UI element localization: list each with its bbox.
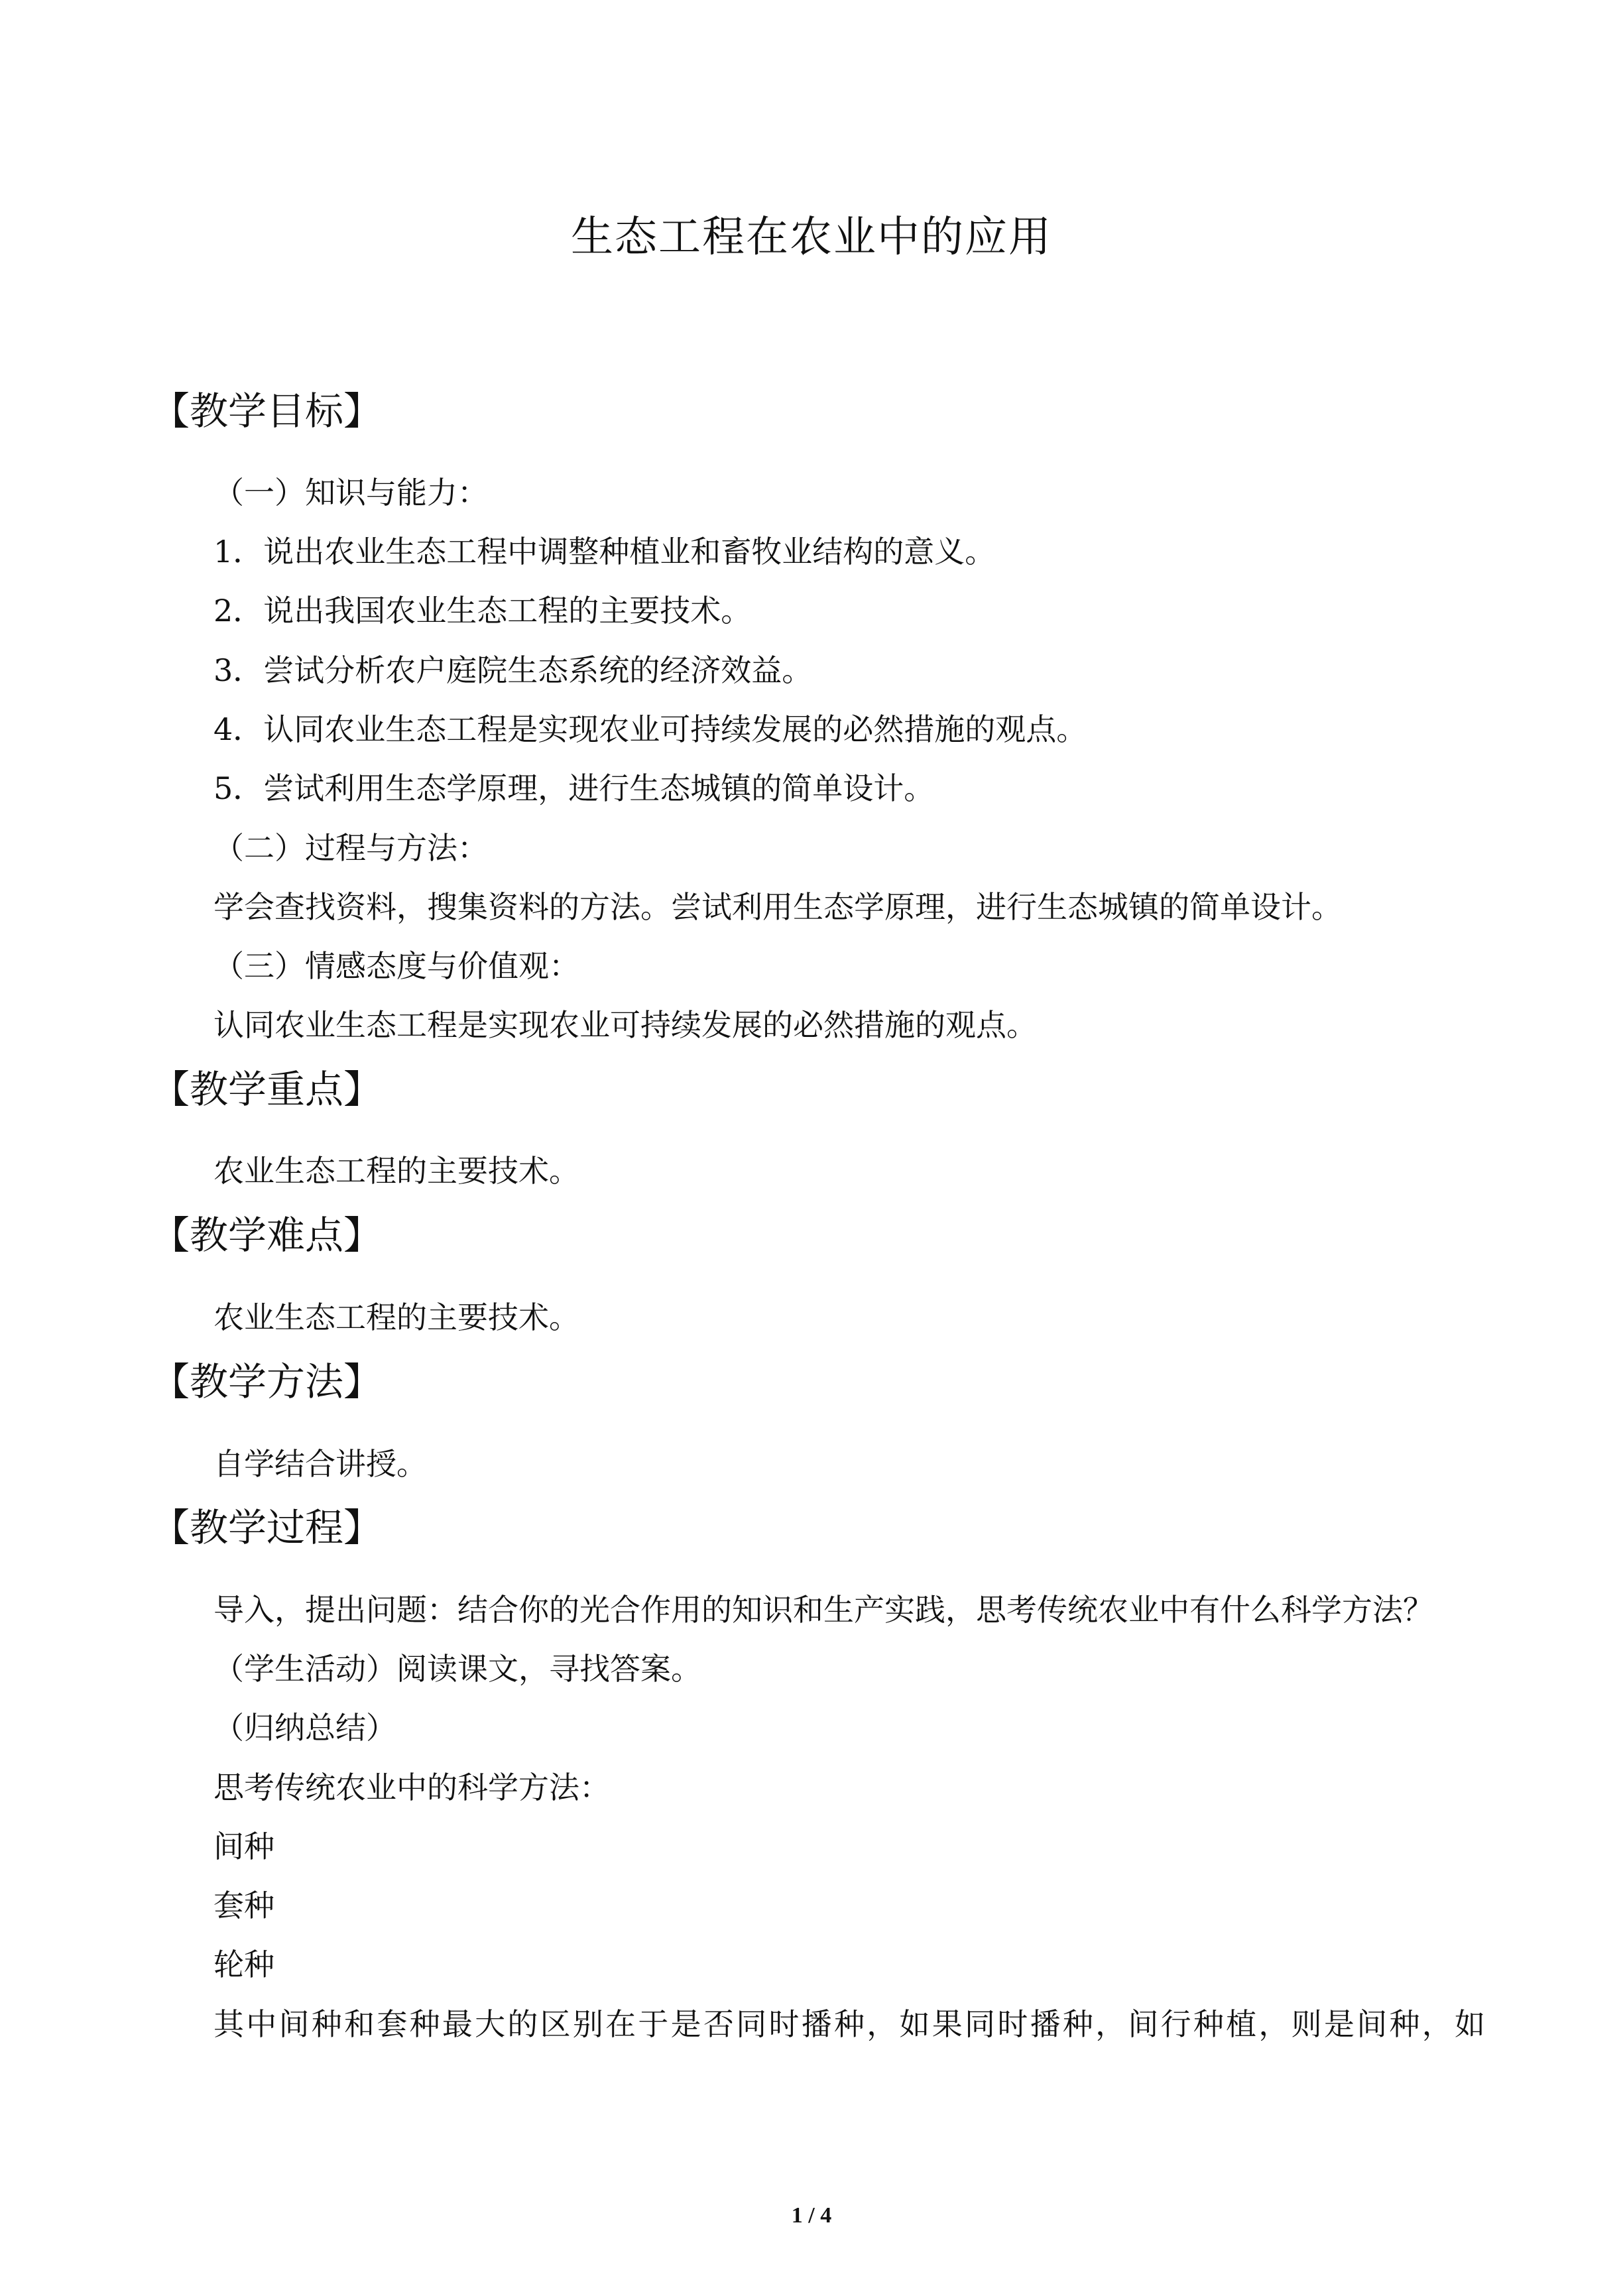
methods-text: 自学结合讲授。 <box>213 1446 427 1482</box>
process-line: 思考传统农业中的科学方法： <box>213 1770 610 1805</box>
section-heading-key-points: 【教学重点】 <box>151 1067 383 1112</box>
process-line: （归纳总结） <box>213 1710 396 1746</box>
process-line: 轮种 <box>213 1947 274 1982</box>
section-heading-difficulties: 【教学难点】 <box>151 1213 383 1258</box>
objective-item: 5．尝试利用生态学原理，进行生态城镇的简单设计。 <box>213 770 935 806</box>
section-heading-process: 【教学过程】 <box>151 1505 383 1550</box>
objective-item: 1．说出农业生态工程中调整种植业和畜牧业结构的意义。 <box>213 534 996 570</box>
section-heading-methods: 【教学方法】 <box>151 1359 383 1404</box>
process-subheading: （二）过程与方法： <box>213 830 488 866</box>
section-heading-objectives: 【教学目标】 <box>151 389 383 434</box>
process-line: 间种 <box>213 1829 274 1864</box>
process-text: 学会查找资料，搜集资料的方法。尝试利用生态学原理，进行生态城镇的简单设计。 <box>213 889 1342 925</box>
process-line: 导入，提出问题：结合你的光合作用的知识和生产实践，思考传统农业中有什么科学方法？ <box>213 1592 1433 1628</box>
knowledge-subheading: （一）知识与能力： <box>213 475 488 511</box>
process-line: （学生活动）阅读课文，寻找答案。 <box>213 1651 701 1687</box>
attitude-text: 认同农业生态工程是实现农业可持续发展的必然措施的观点。 <box>213 1007 1037 1043</box>
page-title: 生态工程在农业中的应用 <box>571 213 1052 262</box>
page-number: 1 / 4 <box>791 2203 832 2228</box>
objective-item: 2．说出我国农业生态工程的主要技术。 <box>213 593 752 629</box>
key-points-text: 农业生态工程的主要技术。 <box>213 1153 579 1189</box>
process-line: 套种 <box>213 1888 274 1923</box>
attitude-subheading: （三）情感态度与价值观： <box>213 948 579 984</box>
process-line: 其中间种和套种最大的区别在于是否同时播种，如果同时播种，间行种植，则是间种，如 <box>213 2006 1485 2042</box>
objective-item: 3．尝试分析农户庭院生态系统的经济效益。 <box>213 652 813 688</box>
difficulties-text: 农业生态工程的主要技术。 <box>213 1299 579 1335</box>
objective-item: 4．认同农业生态工程是实现农业可持续发展的必然措施的观点。 <box>213 711 1087 747</box>
